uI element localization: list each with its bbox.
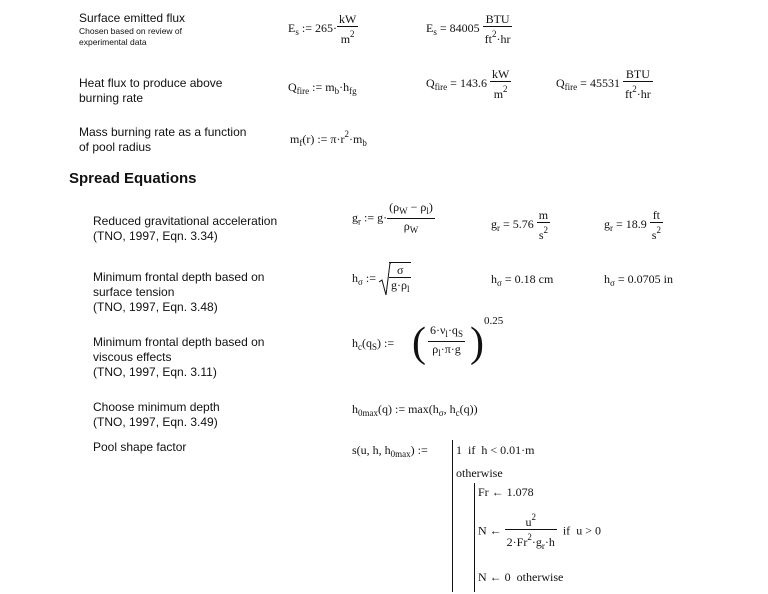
mass-rate-label: Mass burning rate as a function of pool radius — [79, 125, 247, 154]
program-fr-assign: Fr ← 1.078 — [478, 485, 534, 499]
surface-flux-note-1: Chosen based on review of — [79, 26, 183, 36]
min-depth-viscous-label: Minimum frontal depth based on viscous effects (TNO, 1997, Eqn. 3.11) — [93, 335, 265, 379]
surface-flux-label: Surface emitted flux Chosen based on review of experimental data — [79, 11, 186, 47]
gr-definition: $g_r$ := g· $\frac{(\rho_W - \rho_l)}{\rho_W}$ — [352, 200, 433, 235]
sqrt-symbol — [379, 262, 391, 296]
mass-rate-definition: $m_f(r)$ := $\pi\cdot r^2\cdot m_b$ — [290, 129, 367, 148]
es-result-btu: $E_s = 84005$ $\frac{\text{BTU}}{ft^2\cdot hr}$ — [426, 12, 511, 46]
qfire-result-btu: $Q_{fire} = 45531$ $\frac{\text{BTU}}{ft^2\cdot hr}$ — [556, 67, 651, 101]
hc-left-paren: ( — [412, 320, 426, 366]
grav-accel-label: Reduced gravitational acceleration (TNO, 1997, Eqn. 3.34) — [93, 214, 278, 243]
program-line-if: 1 if h < 0.01·m — [456, 443, 535, 457]
program-outer-bar — [452, 440, 453, 592]
hsigma-result-cm: $h_\sigma = 0.18$ cm — [491, 272, 554, 288]
hc-definition: $h_c(q_S)$ := — [352, 336, 395, 352]
hc-exponent: 0.25 — [484, 315, 504, 327]
gr-result-imperial: $g_r = 18.9$ $\frac{ft}{s^2}$ — [604, 208, 661, 242]
program-inner-bar — [474, 483, 475, 592]
spread-equations-heading: Spread Equations — [69, 170, 197, 187]
pool-shape-label: Pool shape factor — [93, 440, 187, 454]
hsigma-result-in: $h_\sigma = 0.0705$ in — [604, 272, 673, 288]
es-definition: $E_s$ := 265· $\frac{kW}{m^2}$ — [288, 12, 357, 46]
program-n-assign: N ← $\frac{u^2}{2\cdot Fr^2\cdot g_r\cdot h}$ if u > 0 — [478, 512, 601, 551]
h0max-definition: $h_{0max}(q)$ := $\max(h_\sigma$, $h_c(q)$) — [352, 402, 478, 418]
surface-flux-note-2: experimental data — [79, 37, 147, 47]
hc-fraction: $\frac{6\cdot\nu_l\cdot q_S}{\rho_l\cdot\pi\cdot g}$ — [430, 323, 463, 358]
gr-result-si: $g_r = 5.76$ $\frac{m}{s^2}$ — [491, 208, 549, 242]
hsigma-definition: $h_\sigma$ := $\frac{\sigma}{g\cdot\rho_l}$ — [352, 263, 410, 294]
choose-min-depth-label: Choose minimum depth (TNO, 1997, Eqn. 3.49) — [93, 400, 220, 429]
heat-flux-label: Heat flux to produce above burning rate — [79, 76, 223, 105]
hc-right-paren: ) — [470, 320, 484, 366]
min-depth-tension-label: Minimum frontal depth based on surface tension (TNO, 1997, Eqn. 3.48) — [93, 270, 265, 314]
qfire-definition: $Q_{fire}$ := $m_b\cdot h_{fg}$ — [288, 80, 357, 96]
program-otherwise: otherwise — [456, 466, 503, 480]
qfire-result-kw: $Q_{fire} = 143.6$ $\frac{kW}{m^2}$ — [426, 67, 510, 101]
program-n-otherwise: N ← 0 otherwise — [478, 570, 564, 584]
pool-shape-definition: s(u, h, $h_{0max}$) := — [352, 443, 428, 459]
